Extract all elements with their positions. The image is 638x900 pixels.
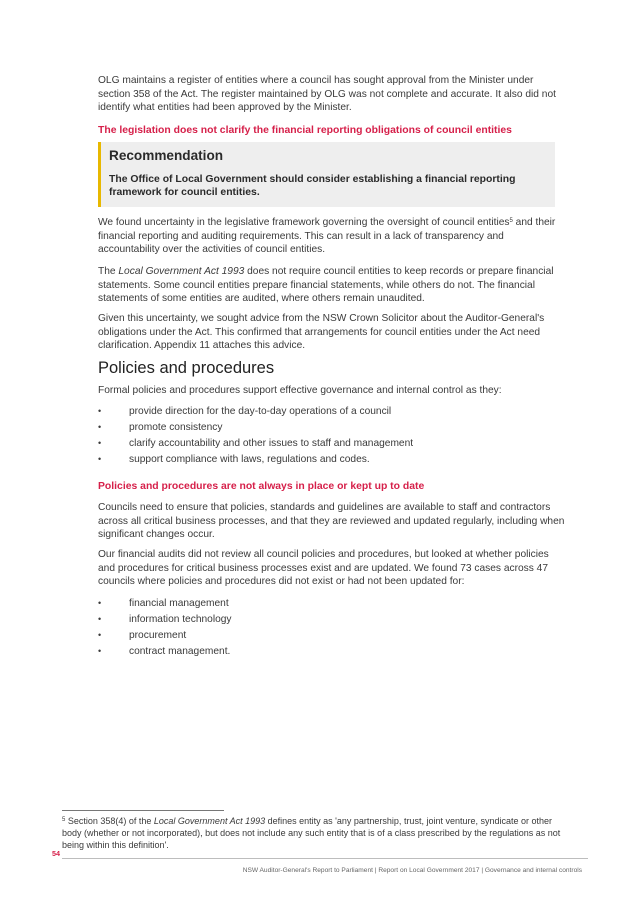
footnote-suffix: defines entity as 'any partnership, trust, joint venture, syndicate or other body (whether or not incorporated), but does not include any such entity that is of a class prescribed by the regulations as not being within this definition'. (62, 816, 561, 850)
list-item (98, 437, 558, 453)
list-item (98, 421, 558, 437)
paragraph-local-government-act (98, 265, 568, 306)
bullet-icon: • (98, 438, 102, 448)
list-item-text: promote consistency (129, 422, 223, 433)
uncertainty-text-end: and their financial reporting and auditing requirements. This can result in a lack of transparency and accountability over the activities of council entities. (98, 217, 556, 256)
list-item-text: provide direction for the day-to-day operations of a council (129, 406, 392, 417)
bullet-icon: • (98, 630, 102, 640)
subheading-legislation: The legislation does not clarify the financial reporting obligations of council entities (98, 125, 512, 136)
list-item (98, 645, 558, 661)
list-item-text: financial management (129, 598, 229, 609)
list-item-text: information technology (129, 614, 232, 625)
list-item (98, 405, 558, 421)
list-item-text: procurement (129, 630, 187, 641)
footer-report-title: NSW Auditor-General's Report to Parliament | Report on Local Government 2017 | Governance and internal controls (242, 867, 582, 874)
footnote-prefix: Section 358(4) of the (65, 816, 154, 826)
footnote-act-title: Local Government Act 1993 (153, 816, 266, 826)
lga-prefix: The (98, 266, 119, 277)
lga-suffix: does not require council entities to keep records or prepare financial statements. Some council entities prepare financial statements, while others do not. The financial statements of some entities are audited, where others remain unaudited. (98, 266, 554, 305)
paragraph-financial-audits: Our financial audits did not review all council policies and procedures, but looked at whether policies and procedures for critical business processes exist and are updated. We found 73 cases across 47 councils where policies and procedures did not exist or had not been updated for: (98, 549, 549, 588)
footnote (62, 815, 574, 851)
page-number: 54 (52, 849, 60, 858)
governance-bullet-list (98, 405, 558, 469)
paragraph-crown-solicitor: Given this uncertainty, we sought advice from the NSW Crown Solicitor about the Auditor-General's obligations under the Act. This confirmed that arrangements for council entities under the Act need clarification. Appendix 11 attaches this advice. (98, 313, 545, 352)
recommendation-box (98, 142, 555, 207)
critical-areas-bullet-list (98, 597, 558, 661)
list-item-text: support compliance with laws, regulations and codes. (129, 454, 370, 465)
paragraph-formal-policies: Formal policies and procedures support effective governance and internal control as they: (98, 385, 502, 396)
bullet-icon: • (98, 614, 102, 624)
footnote-reference[interactable]: 5 (509, 218, 513, 224)
bullet-icon: • (98, 406, 102, 416)
paragraph-councils-need: Councils need to ensure that policies, standards and guidelines are available to staff and contractors across all critical business processes, and that they are reviewed and updated regularly, including when significant changes occur. (98, 502, 565, 541)
bullet-icon: • (98, 422, 102, 432)
list-item (98, 629, 558, 645)
bullet-icon: • (98, 598, 102, 608)
list-item-text: clarify accountability and other issues to staff and management (129, 438, 414, 449)
bullet-icon: • (98, 646, 102, 656)
paragraph-uncertainty (98, 216, 568, 257)
uncertainty-text-start: We found uncertainty in the legislative framework governing the oversight of council entities (98, 217, 510, 228)
footnote-number: 5 (62, 817, 66, 823)
recommendation-title: Recommendation (109, 148, 224, 163)
paragraph-olg-register: OLG maintains a register of entities where a council has sought approval from the Minister under section 358 of the Act. The register maintained by OLG was not complete and accurate. It also did not identify what entities had been approved by the Minister. (98, 75, 556, 114)
bullet-icon: • (98, 454, 102, 464)
footnote-divider (62, 810, 224, 811)
subheading-policies-not-in-place: Policies and procedures are not always in place or kept up to date (98, 481, 425, 492)
recommendation-text: The Office of Local Government should consider establishing a financial reporting framework for council entities. (109, 174, 516, 199)
section-heading-policies: Policies and procedures (98, 359, 275, 377)
list-item (98, 613, 558, 629)
list-item (98, 597, 558, 613)
footer-divider (62, 858, 588, 859)
act-title-italic: Local Government Act 1993 (118, 266, 245, 277)
list-item (98, 453, 558, 469)
list-item-text: contract management. (129, 646, 231, 657)
